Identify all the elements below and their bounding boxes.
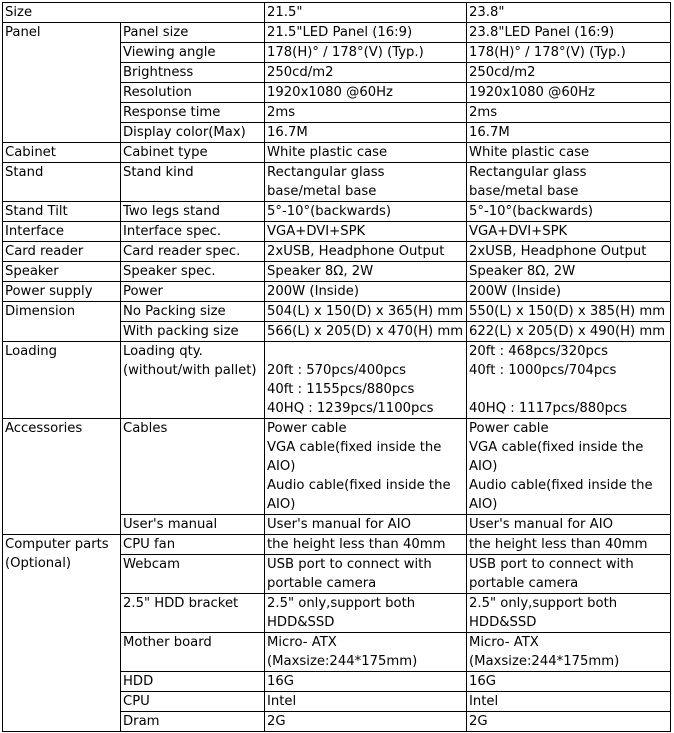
spec-label: Display color(Max) [121, 123, 265, 143]
value-b: 1920x1080 @60Hz [467, 83, 671, 103]
value-b: White plastic case [467, 143, 671, 163]
value-b: 622(L) x 205(D) x 490(H) mm [467, 322, 671, 342]
spec-label: HDD [121, 672, 265, 692]
value-b: 2xUSB, Headphone Output [467, 242, 671, 262]
value-b: Rectangular glass base/metal base [467, 163, 671, 202]
spec-label: Card reader spec. [121, 242, 265, 262]
value-a: 2ms [265, 103, 467, 123]
spec-label: Two legs stand [121, 202, 265, 222]
value-a: 5°-10°(backwards) [265, 202, 467, 222]
spec-label: CPU fan [121, 535, 265, 555]
spec-label: Interface spec. [121, 222, 265, 242]
spec-label: No Packing size [121, 302, 265, 322]
table-row [3, 143, 671, 163]
category-speaker: Speaker [3, 262, 121, 282]
value-a: 250cd/m2 [265, 63, 467, 83]
category-stand: Stand [3, 163, 121, 202]
spec-label: 2.5" HDD bracket [121, 594, 265, 633]
value-a: USB port to connect with portable camera [265, 555, 467, 594]
category-accessories: Accessories [3, 419, 121, 535]
value-a: White plastic case [265, 143, 467, 163]
value-b: Speaker 8Ω, 2W [467, 262, 671, 282]
table-row [3, 202, 671, 222]
value-b: 550(L) x 150(D) x 385(H) mm [467, 302, 671, 322]
value-b: 16.7M [467, 123, 671, 143]
spec-label: Response time [121, 103, 265, 123]
value-b: 5°-10°(backwards) [467, 202, 671, 222]
value-a: 20ft : 570pcs/400pcs 40ft : 1155pcs/880pcs 40HQ : 1239pcs/1100pcs [265, 342, 467, 419]
value-b: 200W (Inside) [467, 282, 671, 302]
value-b: the height less than 40mm [467, 535, 671, 555]
value-b: VGA+DVI+SPK [467, 222, 671, 242]
spec-table [2, 2, 671, 732]
category-dimension: Dimension [3, 302, 121, 342]
value-b: Micro- ATX (Maxsize:244*175mm) [467, 633, 671, 672]
size-label: Size [3, 3, 265, 23]
value-a: 200W (Inside) [265, 282, 467, 302]
value-b: Intel [467, 692, 671, 712]
value-a: 2xUSB, Headphone Output [265, 242, 467, 262]
spec-label: Loading qty. (without/with pallet) [121, 342, 265, 419]
value-b: 2ms [467, 103, 671, 123]
category-panel: Panel [3, 23, 121, 143]
size-value-b: 23.8" [467, 3, 671, 23]
table-row [3, 535, 671, 555]
spec-label: Power [121, 282, 265, 302]
size-row [3, 3, 671, 23]
value-a: 178(H)° / 178°(V) (Typ.) [265, 43, 467, 63]
value-a: Micro- ATX (Maxsize:244*175mm) [265, 633, 467, 672]
value-a: 16.7M [265, 123, 467, 143]
table-row [3, 302, 671, 322]
value-a: VGA+DVI+SPK [265, 222, 467, 242]
spec-label: Cabinet type [121, 143, 265, 163]
value-b: USB port to connect with portable camera [467, 555, 671, 594]
spec-label: Brightness [121, 63, 265, 83]
value-a: Power cable VGA cable(fixed inside the AIO) Audio cable(fixed inside the AIO) [265, 419, 467, 515]
value-a: 566(L) x 205(D) x 470(H) mm [265, 322, 467, 342]
table-row [3, 222, 671, 242]
category-card-reader: Card reader [3, 242, 121, 262]
table-row [3, 262, 671, 282]
size-value-a: 21.5" [265, 3, 467, 23]
value-a: 2G [265, 712, 467, 732]
spec-label: Mother board [121, 633, 265, 672]
value-b: 2G [467, 712, 671, 732]
table-row [3, 163, 671, 202]
spec-label: User's manual [121, 515, 265, 535]
table-row [3, 242, 671, 262]
table-row [3, 23, 671, 43]
value-a: the height less than 40mm [265, 535, 467, 555]
table-row [3, 282, 671, 302]
category-cabinet: Cabinet [3, 143, 121, 163]
value-a: 1920x1080 @60Hz [265, 83, 467, 103]
value-a: Speaker 8Ω, 2W [265, 262, 467, 282]
value-b: 20ft : 468pcs/320pcs 40ft : 1000pcs/704pcs 40HQ : 1117pcs/880pcs [467, 342, 671, 419]
category-stand-tilt: Stand Tilt [3, 202, 121, 222]
spec-label: Speaker spec. [121, 262, 265, 282]
category-power-supply: Power supply [3, 282, 121, 302]
table-row [3, 342, 671, 419]
value-b: 23.8"LED Panel (16:9) [467, 23, 671, 43]
spec-label: Dram [121, 712, 265, 732]
value-a: Intel [265, 692, 467, 712]
value-b: 250cd/m2 [467, 63, 671, 83]
spec-label: Webcam [121, 555, 265, 594]
value-a: 2.5" only,support both HDD&SSD [265, 594, 467, 633]
category-computer-parts: Computer parts (Optional) [3, 535, 121, 732]
spec-label: Viewing angle [121, 43, 265, 63]
value-b: Power cable VGA cable(fixed inside the AIO) Audio cable(fixed inside the AIO) [467, 419, 671, 515]
category-loading: Loading [3, 342, 121, 419]
value-b: User's manual for AIO [467, 515, 671, 535]
value-a: 16G [265, 672, 467, 692]
category-interface: Interface [3, 222, 121, 242]
spec-label: Resolution [121, 83, 265, 103]
spec-label: With packing size [121, 322, 265, 342]
value-b: 178(H)° / 178°(V) (Typ.) [467, 43, 671, 63]
value-a: Rectangular glass base/metal base [265, 163, 467, 202]
value-b: 16G [467, 672, 671, 692]
spec-label: Cables [121, 419, 265, 515]
spec-label: Stand kind [121, 163, 265, 202]
value-a: User's manual for AIO [265, 515, 467, 535]
table-row [3, 419, 671, 515]
value-a: 21.5"LED Panel (16:9) [265, 23, 467, 43]
spec-label: CPU [121, 692, 265, 712]
spec-label: Panel size [121, 23, 265, 43]
value-b: 2.5" only,support both HDD&SSD [467, 594, 671, 633]
value-a: 504(L) x 150(D) x 365(H) mm [265, 302, 467, 322]
